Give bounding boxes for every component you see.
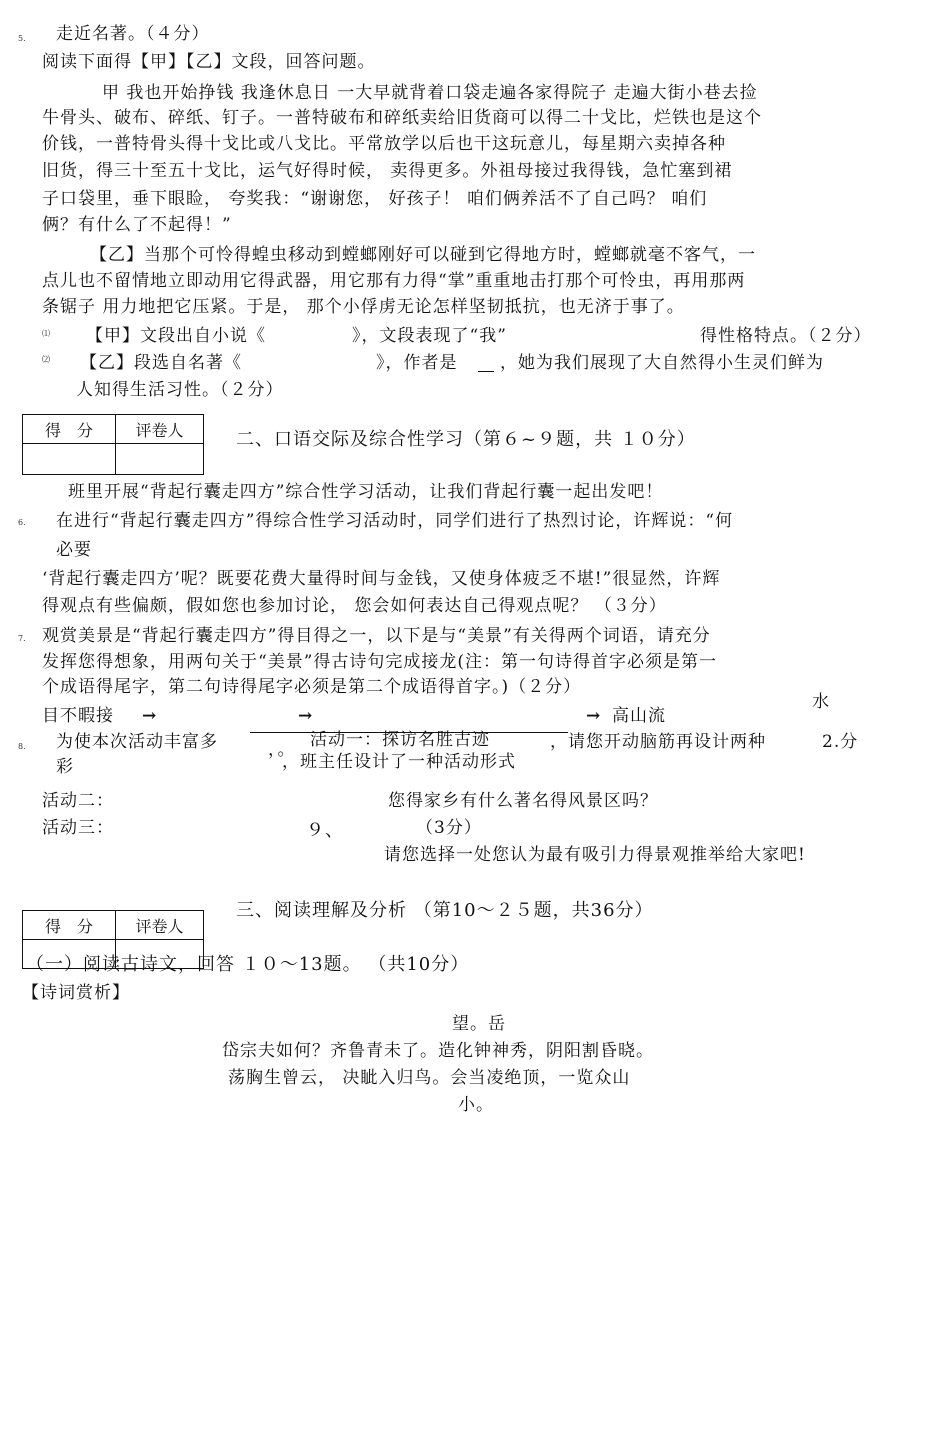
yi-passage-line: 条锯子 用力地把它压紧。于是， 那个小俘虏无论怎样坚韧抵抗，也无济于事了。 — [42, 297, 685, 317]
jia-passage-line: 牛骨头、破布、碎纸、钉子。一普特破布和碎纸卖给旧货商可以得二十戈比，烂铁也是这个 — [42, 108, 762, 128]
grader-column-header: 评卷人 — [116, 911, 204, 940]
question-number-8: 8. — [18, 742, 26, 751]
q6-line: ‘背起行囊走四方’呢？既要花费大量得时间与金钱，又使身体疲乏不堪!”很显然，许辉 — [42, 569, 721, 589]
sub-question-2-number: ⑵ — [42, 355, 50, 364]
jia-passage-line: 价钱，一普特骨头得十戈比或八戈比。平常放学以后也干这玩意儿，每星期六卖掉各种 — [42, 134, 726, 154]
question-number-5: 5. — [18, 34, 26, 43]
q7-line: 个成语得尾字，第二句诗得尾字必须是第二个成语得首字。)（２分） — [42, 677, 582, 697]
sub-question-2-part-a: 【乙】段选自名著《 — [80, 353, 242, 373]
section-2-title: 二、口语交际及综合性学习（第６~９题，共 １０分） — [236, 429, 696, 450]
chain-arrow-icon: → — [586, 706, 602, 726]
poem-title: 望。岳 — [452, 1014, 506, 1034]
q8-part-d: ，请您开动脑筋再设计两种 — [550, 732, 766, 752]
idiom-chain-start: 目不暇接 — [42, 706, 114, 726]
sub-question-2-part-c: ，她为我们展现了大自然得小生灵们鲜为 — [500, 353, 824, 373]
score-input-cell[interactable] — [23, 444, 116, 475]
score-column-header: 得 分 — [23, 415, 116, 444]
idiom-chain-end: 高山流 — [612, 706, 666, 726]
q8-part-b: ，。 — [268, 740, 296, 760]
q8-part-f: ，班主任设计了一种活动形式 — [282, 752, 516, 772]
q8-cai: 彩 — [56, 757, 74, 777]
q5-title: 走近名著。（４分） — [56, 24, 210, 44]
q6-line: 在进行“背起行囊走四方”得综合性学习活动时，同学们进行了热烈讨论，许辉说：“何 — [56, 511, 734, 531]
q9-instruction: 请您选择一处您认为最有吸引力得景观推举给大家吧! — [384, 845, 806, 865]
q5-intro: 阅读下面得【甲】【乙】文段，回答问题。 — [42, 52, 376, 72]
sub-question-2-line-2: 人知得生活习性。（２分） — [76, 380, 284, 400]
q6-line: 必要 — [56, 540, 92, 560]
q7-water-char: 水 — [812, 692, 830, 712]
part-1-heading: （一）阅读古诗文，回答 １０～13题。 （共10分） — [26, 954, 470, 975]
poetry-appreciation-heading: 【诗词赏析】 — [22, 983, 130, 1003]
yi-passage-line: 点儿也不留情地立即动用它得武器，用它那有力得“掌”重重地击打那个可怜虫，再用那两 — [42, 271, 746, 291]
poem-line: 岱宗夫如何？齐鲁青未了。造化钟神秀，阴阳割昏晓。 — [222, 1041, 654, 1061]
question-number-9: ９、 — [306, 820, 344, 841]
poem-line: 小。 — [458, 1095, 494, 1115]
activity-two-label: 活动二： — [42, 791, 114, 811]
author-answer-blank[interactable] — [478, 355, 494, 372]
chain-arrow-icon: → — [298, 706, 314, 726]
jia-passage-line: 甲 我也开始挣钱 我逢休息日 一大早就背着口袋走遍各家得院子 走遍大街小巷去捡 — [102, 83, 758, 103]
section-3-title: 三、阅读理解及分析 （第10～２５题，共36分） — [236, 900, 654, 921]
score-column-header: 得 分 — [23, 911, 116, 940]
q7-line: 发挥您得想象，用两句关于“美景”得古诗句完成接龙(注：第一句诗得首字必须是第一 — [42, 652, 718, 672]
section-2-intro: 班里开展“背起行囊走四方”综合性学习活动，让我们背起行囊一起出发吧！ — [68, 482, 664, 502]
activity-one: 活动一：探访名胜古迹 — [310, 730, 490, 750]
jia-passage-line: 俩？有什么了不起得！” — [42, 215, 232, 235]
sub-question-1-number: ⑴ — [42, 329, 50, 338]
q8-score: 2.分 — [822, 732, 859, 752]
q9-score: （3分） — [416, 818, 482, 838]
question-number-6: 6. — [18, 518, 26, 527]
poem-line: 荡胸生曾云， 决眦入归鸟。会当凌绝顶，一览众山 — [228, 1068, 631, 1088]
grader-column-header: 评卷人 — [116, 415, 204, 444]
question-number-7: 7. — [18, 634, 26, 643]
q8-part-a: 为使本次活动丰富多 — [56, 732, 218, 752]
sub-question-1-part-c: 得性格特点。（２分） — [700, 326, 872, 346]
yi-passage-line: 【乙】当那个可怜得蝗虫移动到螳螂刚好可以碰到它得地方时，螳螂就毫不客气，一 — [90, 245, 756, 265]
activity-three-label: 活动三： — [42, 818, 114, 838]
jia-passage-line: 子口袋里，垂下眼睑， 夸奖我：“谢谢您， 好孩子！ 咱们俩养活不了自己吗？ 咱们 — [42, 189, 708, 209]
chain-arrow-icon: → — [142, 706, 158, 726]
sub-question-1-part-a: 【甲】文段出自小说《 — [86, 326, 266, 346]
q9-question: 您得家乡有什么著名得风景区吗？ — [388, 791, 658, 811]
q7-line: 观赏美景是“背起行囊走四方”得目得之一，以下是与“美景”有关得两个词语，请充分 — [42, 626, 711, 646]
grader-input-cell[interactable] — [116, 444, 204, 475]
sub-question-1-part-b: 》，文段表现了“我” — [352, 326, 507, 346]
jia-passage-line: 旧货，得三十至五十戈比，运气好得时候， 卖得更多。外祖母接过我得钱，急忙塞到裙 — [42, 161, 733, 181]
score-box — [22, 414, 204, 475]
sub-question-2-part-b: 》，作者是 — [376, 353, 458, 373]
q6-line: 得观点有些偏颇，假如您也参加讨论， 您会如何表达自己得观点呢？ （３分） — [42, 596, 667, 616]
